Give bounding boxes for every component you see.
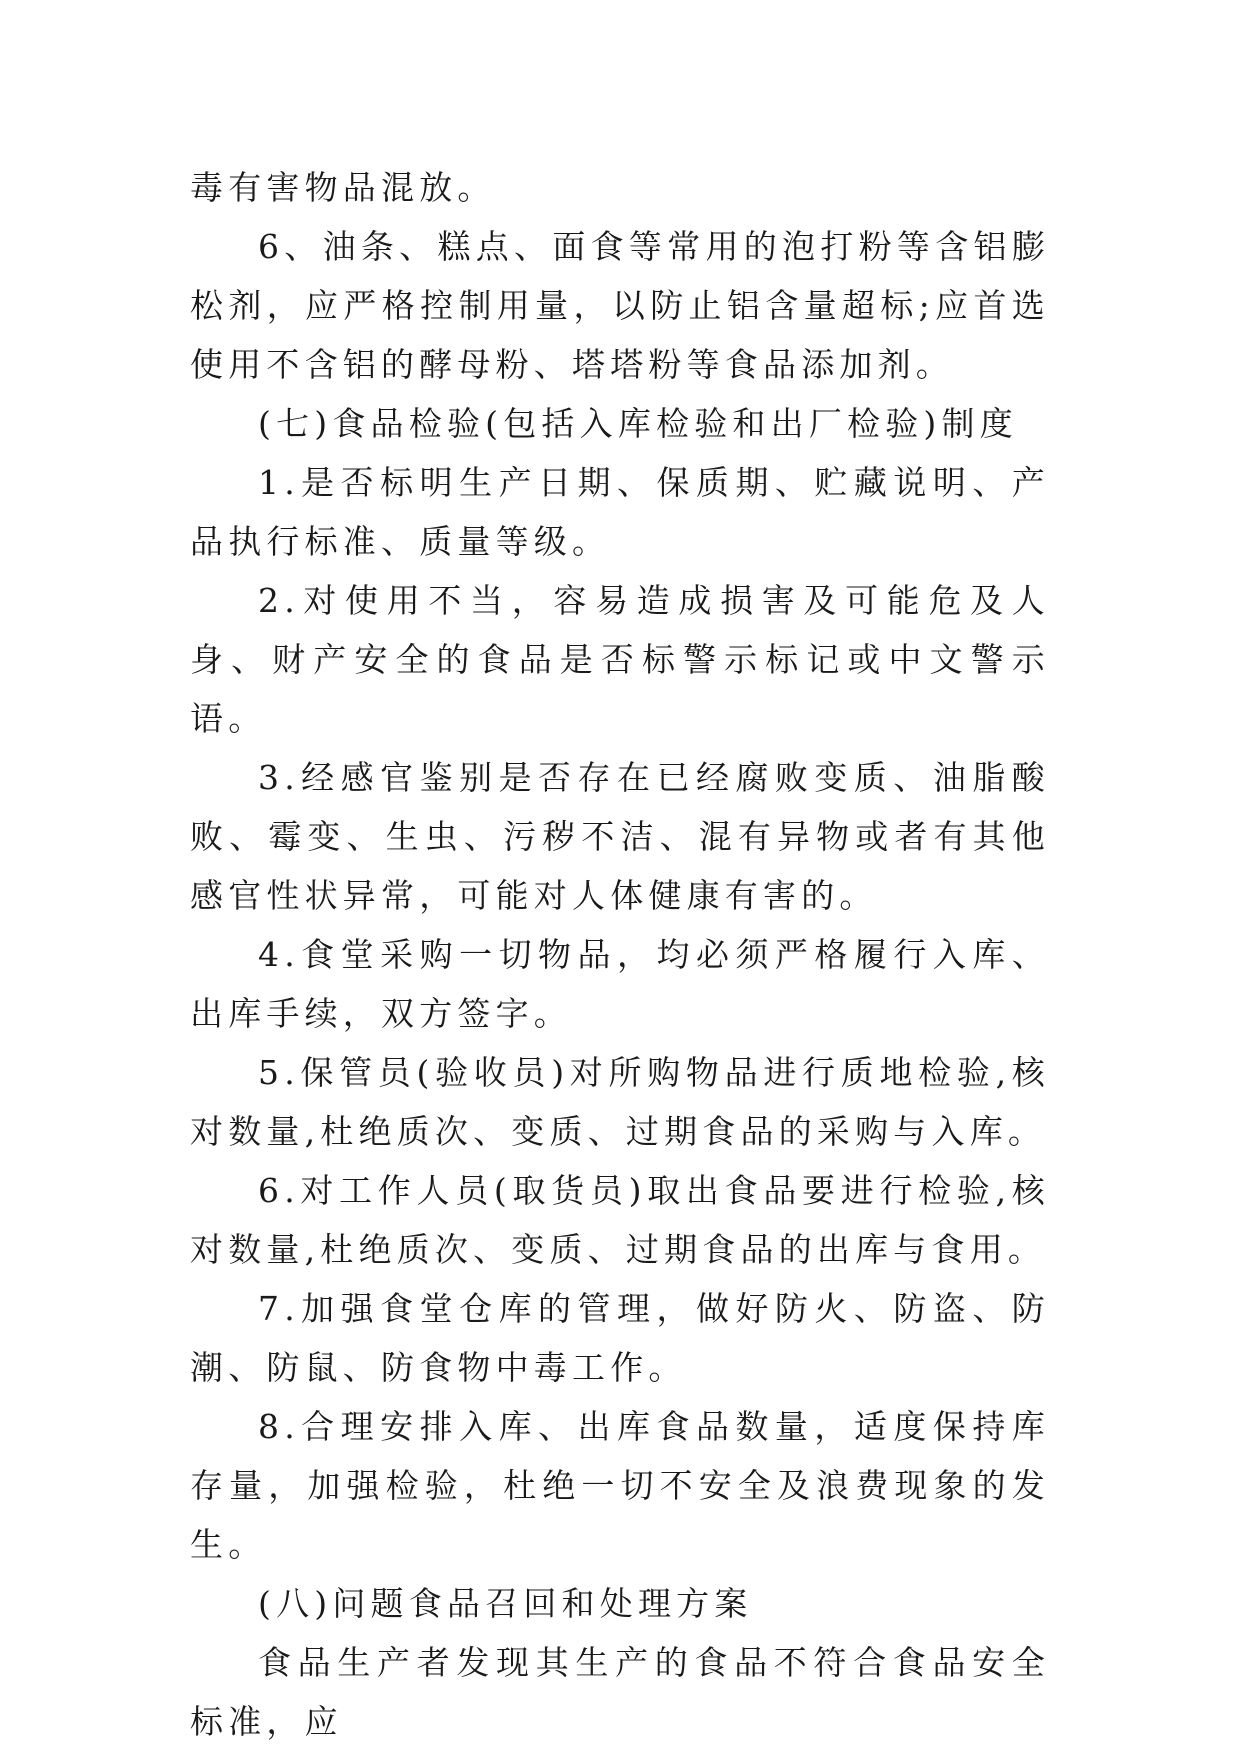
section-heading: (八)问题食品召回和处理方案: [258, 1584, 753, 1623]
paragraph: 1.是否标明生产日期、保质期、贮藏说明、产品执行标准、质量等级。: [190, 463, 1050, 561]
paragraph: 6、油条、糕点、面食等常用的泡打粉等含铝膨松剂，应严格控制用量，以防止铝含量超标;应首选使用不含铝的酵母粉、塔塔粉等食品添加剂。: [190, 227, 1050, 384]
paragraph: 食品生产者发现其生产的食品不符合食品安全标准，应: [190, 1643, 1050, 1741]
document-body: [190, 158, 1050, 1751]
paragraph: 7.加强食堂仓库的管理，做好防火、防盗、防潮、防鼠、防食物中毒工作。: [190, 1289, 1050, 1387]
paragraph: 8.合理安排入库、出库食品数量，适度保持库存量，加强检验，杜绝一切不安全及浪费现象的发生。: [190, 1407, 1050, 1564]
paragraph: 3.经感官鉴别是否存在已经腐败变质、油脂酸败、霉变、生虫、污秽不洁、混有异物或者有其他感官性状异常，可能对人体健康有害的。: [190, 758, 1050, 915]
section-heading: (七)食品检验(包括入库检验和出厂检验)制度: [258, 404, 1018, 443]
paragraph: 4.食堂采购一切物品，均必须严格履行入库、出库手续，双方签字。: [190, 935, 1050, 1033]
paragraph: 6.对工作人员(取货员)取出食品要进行检验,核对数量,杜绝质次、变质、过期食品的出库与食用。: [190, 1171, 1050, 1269]
paragraph: 毒有害物品混放。: [190, 168, 496, 207]
paragraph: 2.对使用不当，容易造成损害及可能危及人身、财产安全的食品是否标警示标记或中文警示语。: [190, 581, 1050, 738]
paragraph: 5.保管员(验收员)对所购物品进行质地检验,核对数量,杜绝质次、变质、过期食品的采购与入库。: [190, 1053, 1050, 1151]
